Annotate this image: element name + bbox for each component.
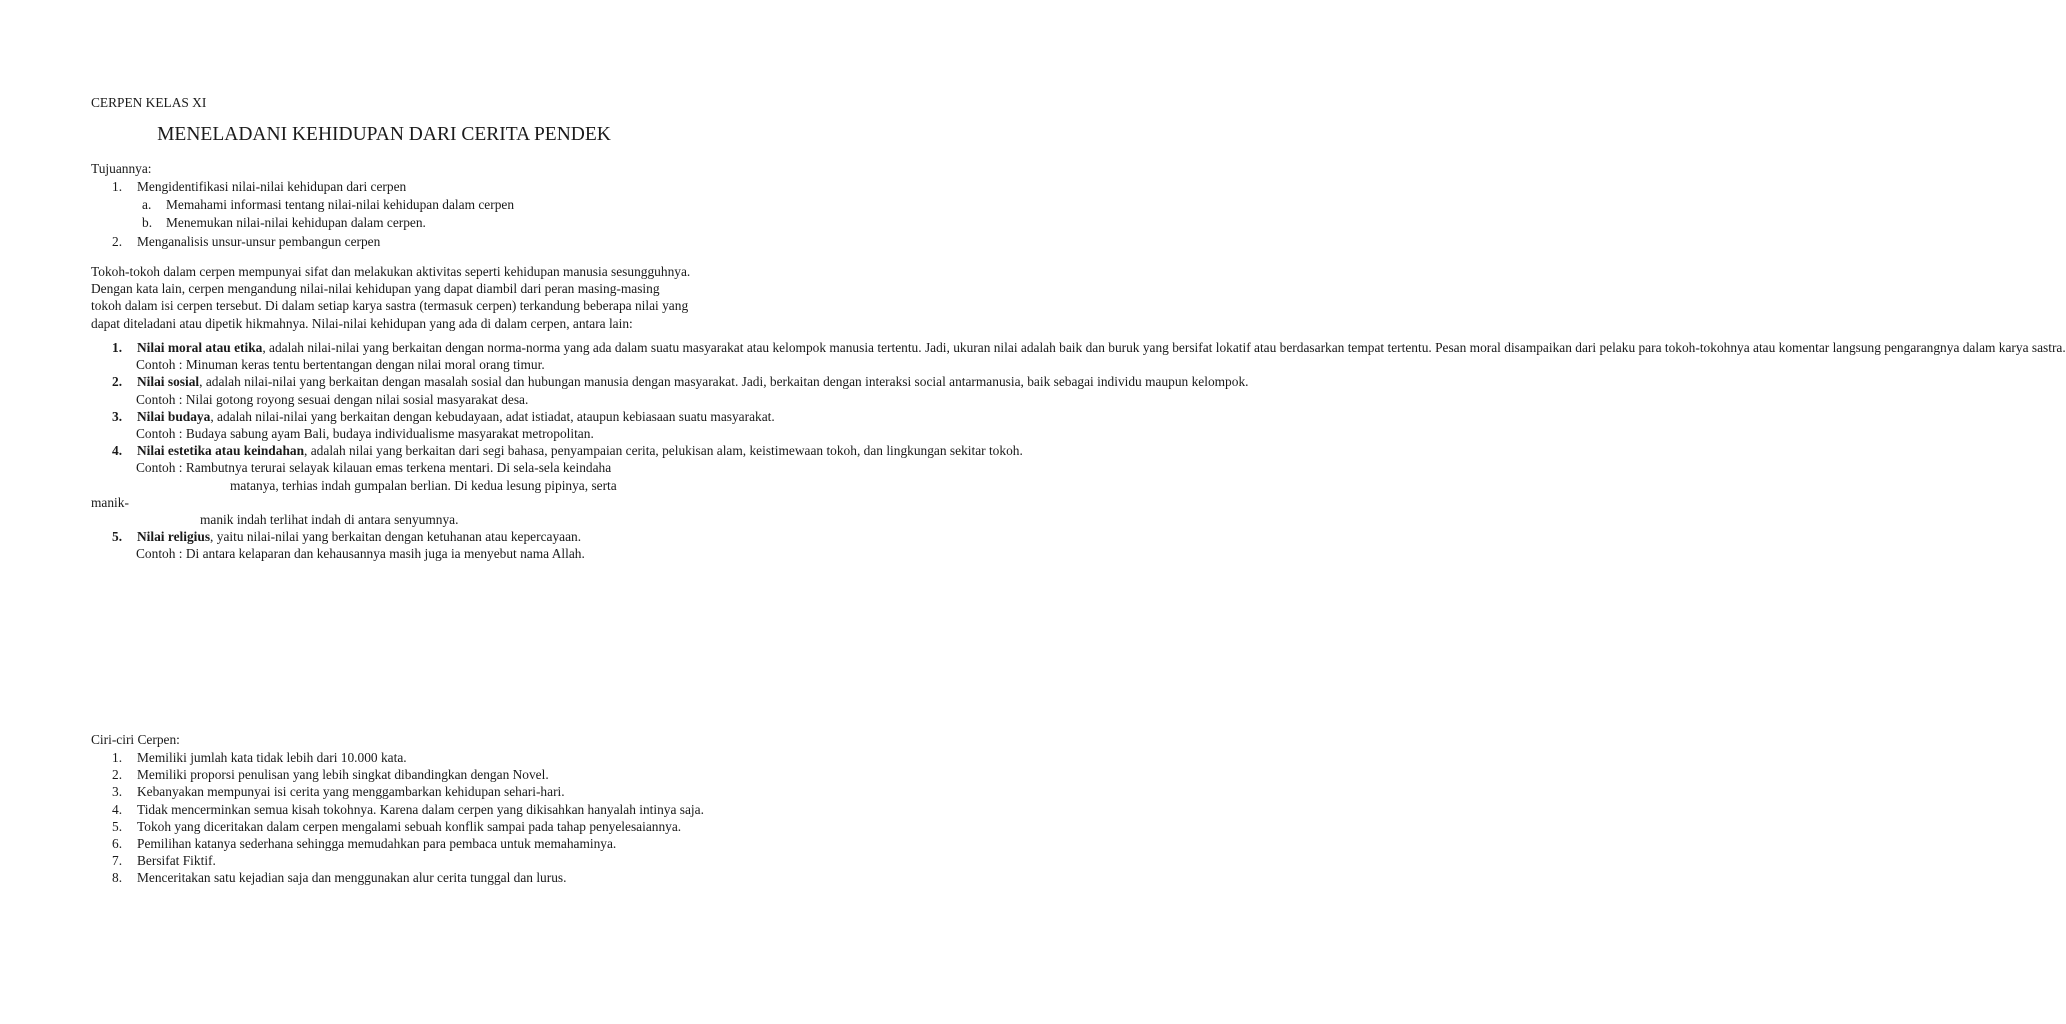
list-item-number: 4. xyxy=(112,801,123,817)
value-number: 5. xyxy=(112,529,123,545)
value-desc: , yaitu nilai-nilai yang berkaitan dengan ketuhanan atau kepercayaan. xyxy=(210,529,582,545)
list-item xyxy=(0,749,768,766)
list-item-number: 6. xyxy=(112,836,123,852)
values-list xyxy=(0,339,2066,563)
value-desc: , adalah nilai-nilai yang berkaitan dengan norma-norma yang ada dalam suatu masyarakat atau kelompok manusia tertentu. Jadi, ukuran nilai adalah baik dan buruk yang bersifat lokatif atau berdasarkan tempat tertentu. Pesan moral disampaikan dari pelaku para tokoh-tokohnya atau komentar langsung pengarangnya dalam karya sastra. xyxy=(262,340,2066,355)
value-number: 4. xyxy=(112,443,123,459)
value-example-continuation: manik indah terlihat indah di antara senyumnya. xyxy=(200,512,459,528)
value-item xyxy=(0,408,775,442)
class-label: CERPEN KELAS XI xyxy=(91,95,207,110)
tujuan-item-number: 1. xyxy=(112,179,123,194)
tujuan-subitem-text: Menemukan nilai-nilai kehidupan dalam cerpen. xyxy=(166,215,426,230)
value-example-continuation: matanya, terhias indah gumpalan berlian. Di kedua lesung pipinya, serta xyxy=(230,477,617,493)
value-example: Contoh : Nilai gotong royong sesuai dengan nilai sosial masyarakat desa. xyxy=(136,391,529,407)
tujuan-item-text: Menganalisis unsur-unsur pembangun cerpen xyxy=(137,234,381,249)
list-item-text: Bersifat Fiktif. xyxy=(137,853,216,869)
value-description xyxy=(137,373,1249,390)
ciri-label: Ciri-ciri Cerpen: xyxy=(91,732,180,747)
value-example: Contoh : Minuman keras tentu bertentangan dengan nilai moral orang timur. xyxy=(136,357,545,373)
list-item-text: Tidak mencerminkan semua kisah tokohnya. Karena dalam cerpen yang dikisahkan hanyalah intinya saja. xyxy=(137,801,704,817)
list-item-text: Pemilihan katanya sederhana sehingga memudahkan para pembaca untuk memahaminya. xyxy=(137,836,617,852)
tujuan-item-text: Mengidentifikasi nilai-nilai kehidupan dari cerpen xyxy=(137,179,407,194)
list-item-number: 2. xyxy=(112,767,123,783)
list-item-text: Menceritakan satu kejadian saja dan menggunakan alur cerita tunggal dan lurus. xyxy=(137,870,567,886)
list-item xyxy=(0,801,768,818)
tujuan-item-number: 2. xyxy=(112,234,123,249)
value-term: Nilai budaya xyxy=(137,408,211,424)
value-number: 2. xyxy=(112,374,123,390)
page-title: MENELADANI KEHIDUPAN DARI CERITA PENDEK xyxy=(157,124,611,145)
value-term: Nilai estetika atau keindahan xyxy=(137,443,305,459)
value-description xyxy=(137,408,775,425)
value-description xyxy=(137,339,2066,356)
value-term: Nilai religius xyxy=(137,529,211,545)
value-item xyxy=(0,528,768,562)
value-term: Nilai sosial xyxy=(137,374,200,390)
value-item xyxy=(0,373,1249,407)
list-item-text: Memiliki proporsi penulisan yang lebih singkat dibandingkan dengan Novel. xyxy=(137,767,549,783)
ciri-list xyxy=(0,749,768,887)
list-item xyxy=(0,766,768,783)
value-example: Contoh : Budaya sabung ayam Bali, budaya individualisme masyarakat metropolitan. xyxy=(136,426,594,442)
list-item xyxy=(0,783,768,800)
list-item-number: 8. xyxy=(112,870,123,886)
list-item-number: 1. xyxy=(112,750,123,765)
list-item-text: Tokoh yang diceritakan dalam cerpen mengalami sebuah konflik sampai pada tahap penyelesaiannya. xyxy=(137,818,682,834)
tujuan-subitem-text: Memahami informasi tentang nilai-nilai kehidupan dalam cerpen xyxy=(166,197,515,212)
value-example: Contoh : Di antara kelaparan dan kehausannya masih juga ia menyebut nama Allah. xyxy=(136,546,585,562)
list-item xyxy=(0,835,768,852)
list-item xyxy=(0,869,768,886)
value-description xyxy=(137,442,1023,459)
value-example-continuation: manik- xyxy=(91,494,129,510)
list-item-number: 5. xyxy=(112,818,123,834)
value-desc: , adalah nilai-nilai yang berkaitan dengan kebudayaan, adat istiadat, ataupun kebiasaan suatu masyarakat. xyxy=(210,408,775,424)
list-item-number: 3. xyxy=(112,784,123,800)
list-item-text: Memiliki jumlah kata tidak lebih dari 10.000 kata. xyxy=(137,750,407,765)
list-item xyxy=(0,818,768,835)
tujuan-subitem-letter: b. xyxy=(142,215,153,230)
value-example: Contoh : Rambutnya terurai selayak kilauan emas terkena mentari. Di sela-sela keindaha xyxy=(136,460,612,476)
value-desc: , adalah nilai-nilai yang berkaitan dengan masalah sosial dan hubungan manusia dengan masyarakat. Jadi, berkaitan dengan interaksi social antarmanusia, baik sebagai individu maupun kelompok. xyxy=(199,374,1249,390)
tujuan-subitem-letter: a. xyxy=(142,197,152,212)
value-number: 3. xyxy=(112,408,123,424)
list-item-text: Kebanyakan mempunyai isi cerita yang menggambarkan kehidupan sehari-hari. xyxy=(137,784,565,800)
value-example-block xyxy=(0,459,768,528)
list-item-number: 7. xyxy=(112,853,123,869)
value-item xyxy=(0,442,1023,528)
list-item xyxy=(0,852,768,869)
value-item xyxy=(0,339,2066,373)
intro-paragraph: Tokoh-tokoh dalam cerpen mempunyai sifat dan melakukan aktivitas seperti kehidupan manusia sesungguhnya. Dengan kata lain, cerpen mengandung nilai-nilai kehidupan yang dapat diambil dari peran masing-masing tokoh dalam isi cerpen tersebut. Di dalam setiap karya sastra (termasuk cerpen) terkandung beberapa nilai yang dapat diteladani atau dipetik hikmahnya. Nilai-nilai kehidupan yang ada di dalam cerpen, antara lain: xyxy=(91,264,691,331)
value-number: 1. xyxy=(112,340,123,355)
value-description xyxy=(137,528,678,545)
value-term: Nilai moral atau etika xyxy=(137,340,263,355)
value-desc: , adalah nilai yang berkaitan dari segi bahasa, penyampaian cerita, pelukisan alam, keistimewaan tokoh, dan lingkungan sekitar tokoh. xyxy=(304,443,1023,459)
tujuan-label: Tujuannya: xyxy=(91,161,152,176)
